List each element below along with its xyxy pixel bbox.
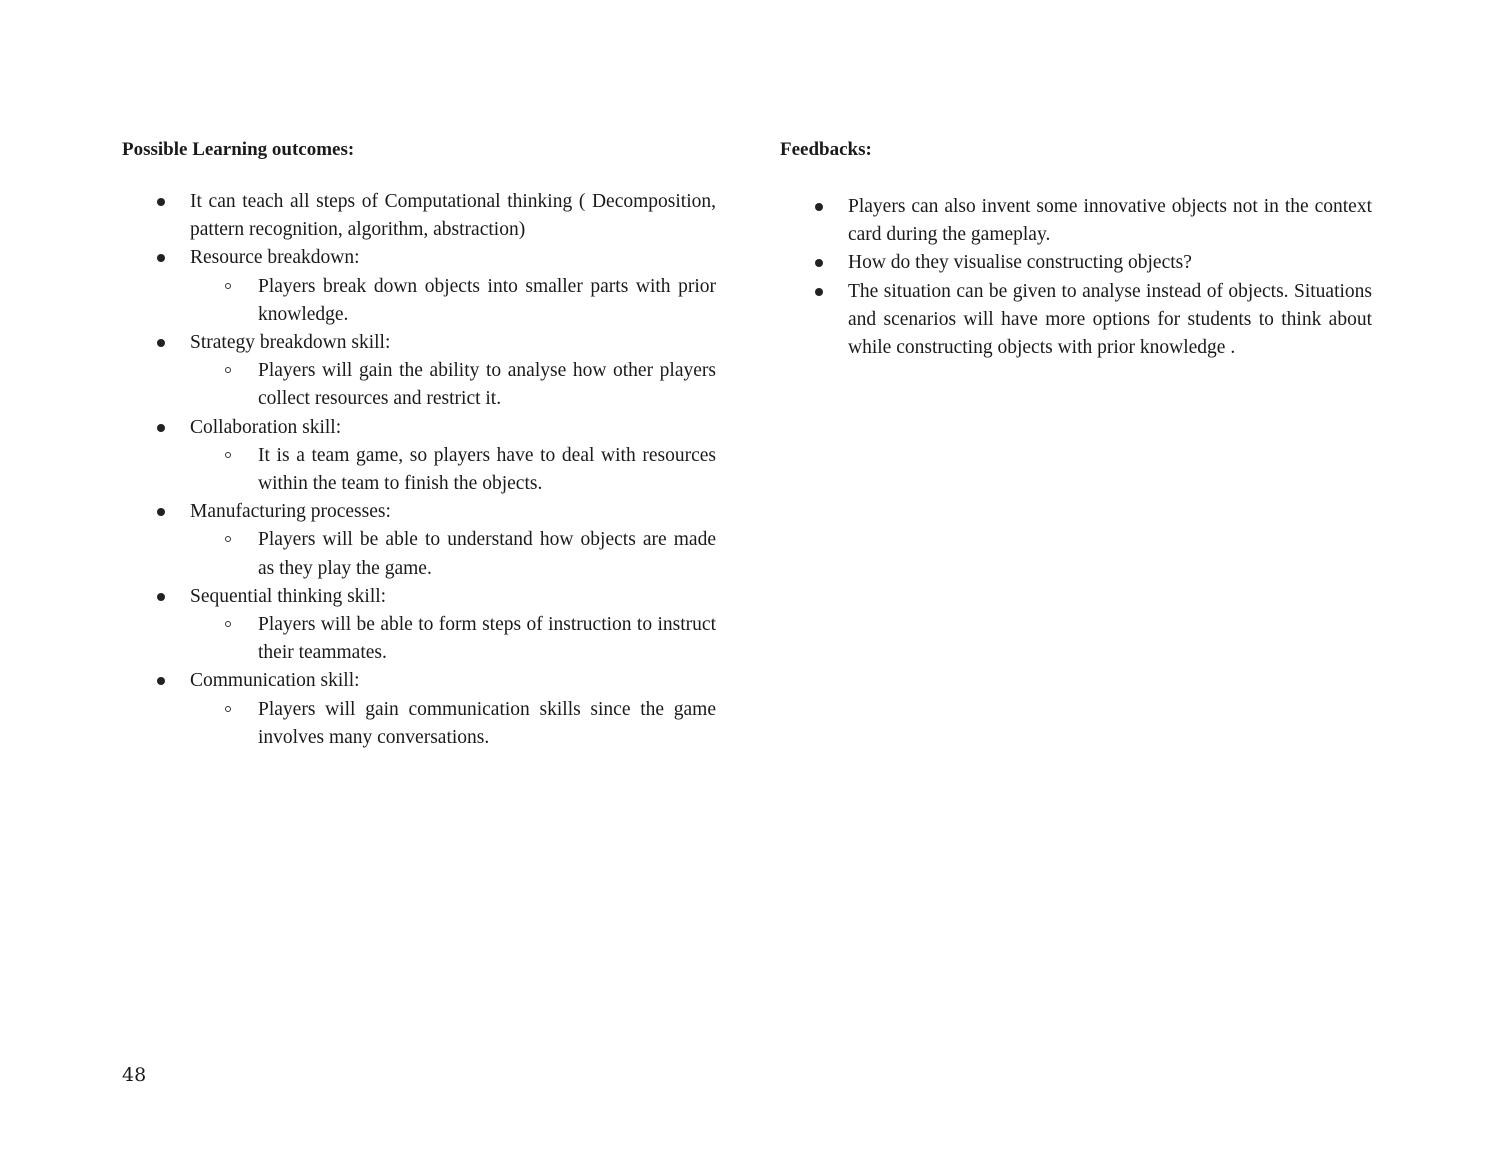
circle-bullet-icon [225,536,231,542]
circle-bullet-icon [225,452,231,458]
sub-list-item-text: Players will be able to form steps of instruction to instruct their teammates. [258,614,716,664]
list-item-text: Communication skill: [190,670,360,692]
feedbacks-heading: Feedbacks: [780,139,872,160]
sub-list [190,442,716,498]
sub-list-item [190,696,716,752]
list-item-text: Strategy breakdown skill: [190,332,391,354]
list-item [122,329,716,414]
sub-list-item [190,357,716,413]
page-number: 48 [122,1064,147,1086]
list-item-text: The situation can be given to analyse instead of objects. Situations and scenarios will have more options for students to think about while constructing objects with prior knowledge . [848,280,1372,359]
bullet-icon [157,339,165,347]
sub-list-item-text: It is a team game, so players have to deal with resources within the team to finish the objects. [258,444,716,495]
bullet-icon [157,593,165,601]
list-item [122,667,716,752]
feedbacks-list [780,193,1372,362]
sub-list [190,526,716,582]
circle-bullet-icon [225,367,231,373]
sub-list-item-text: Players will be able to understand how objects are made as they play the game. [258,529,716,579]
list-item-text: Collaboration skill: [190,416,342,438]
circle-bullet-icon [225,706,231,712]
list-item-text: It can teach all steps of Computational thinking ( Decomposition, pattern recognition, algorithm, abstraction) [190,191,716,241]
bullet-icon [157,508,165,516]
learning-outcomes-heading: Possible Learning outcomes: [122,139,355,160]
list-item-text: Sequential thinking skill: [190,585,387,607]
list-item-text: How do they visualise constructing objects? [848,252,1192,274]
circle-bullet-icon [225,283,231,289]
list-item-text: Manufacturing processes: [190,501,391,523]
list-item-text: Players can also invent some innovative objects not in the context card during the gameplay. [848,196,1372,246]
sub-list [190,357,716,413]
list-item [780,249,1372,277]
sub-list [190,273,716,329]
list-item [780,278,1372,363]
sub-list [190,611,716,667]
sub-list-item [190,526,716,582]
list-item-text: Resource breakdown: [190,247,360,269]
learning-outcomes-list [122,188,716,752]
sub-list-item-text: Players will gain communication skills since the game involves many conversations. [258,698,716,748]
bullet-icon [815,288,823,296]
bullet-icon [157,677,165,685]
list-item [122,498,716,583]
list-item [122,188,716,244]
sub-list-item [190,611,716,667]
bullet-icon [815,259,823,267]
list-item [122,583,716,668]
circle-bullet-icon [225,621,231,627]
bullet-icon [157,198,165,206]
bullet-icon [157,424,165,432]
learning-outcomes-section [122,136,716,752]
list-item [122,414,716,499]
list-item [122,244,716,329]
bullet-icon [815,203,823,211]
sub-list-item-text: Players break down objects into smaller parts with prior knowledge. [258,275,716,325]
sub-list [190,696,716,752]
sub-list-item [190,442,716,498]
sub-list-item-text: Players will gain the ability to analyse how other players collect resources and restrict it. [258,360,716,410]
sub-list-item [190,273,716,329]
list-item [780,193,1372,249]
bullet-icon [157,254,165,262]
feedbacks-section [780,136,1372,362]
